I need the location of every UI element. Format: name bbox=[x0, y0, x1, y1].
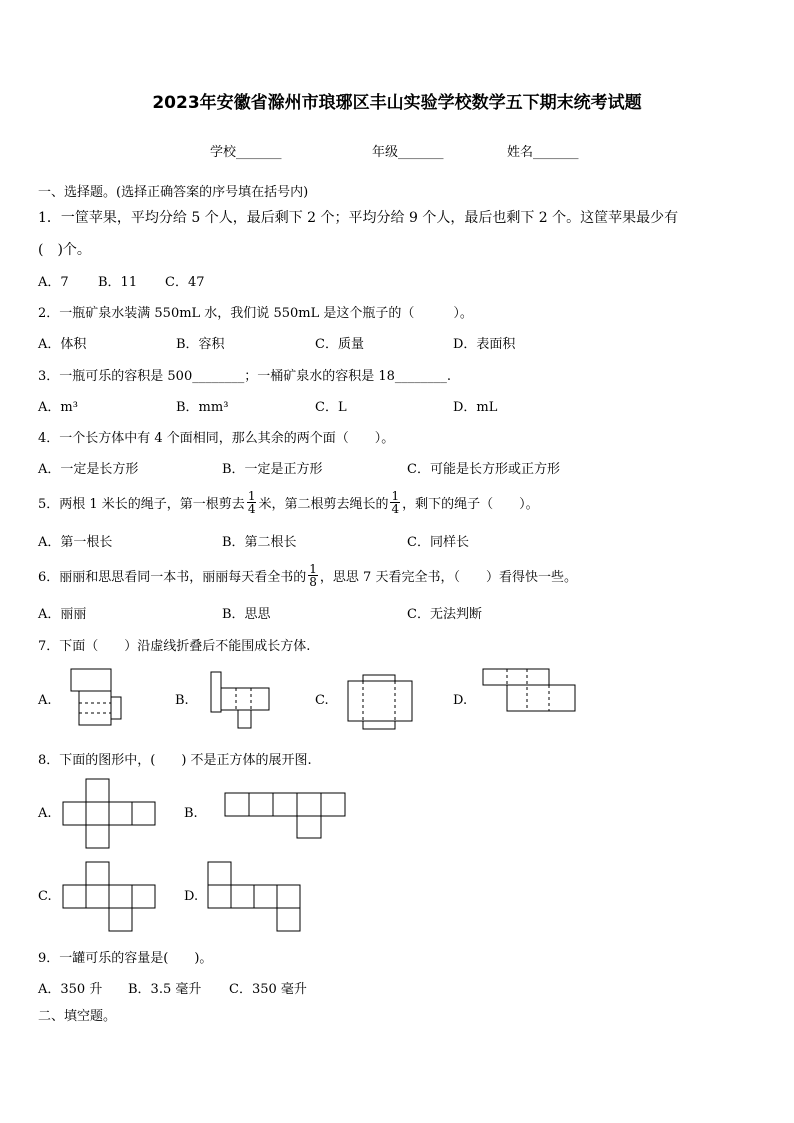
q8-d-cell bbox=[231, 885, 254, 908]
q4-option-c[interactable]: C．可能是长方形或正方形 bbox=[407, 462, 560, 477]
q5-frac2-num: 1 bbox=[391, 488, 400, 503]
q7-a-top-face bbox=[71, 669, 111, 691]
q8-c-cell bbox=[109, 908, 132, 931]
q8-a-cell bbox=[86, 802, 109, 825]
q8-net-a bbox=[62, 778, 158, 850]
q9-option-c[interactable]: C．350 毫升 bbox=[229, 982, 307, 997]
q5-frac2-den: 4 bbox=[391, 501, 400, 516]
q5-text-part3: ，剩下的绳子（ ）。 bbox=[402, 496, 539, 512]
q8-b-cell bbox=[297, 793, 321, 816]
q3-option-c[interactable]: C．L bbox=[315, 400, 347, 415]
q6-frac-num: 1 bbox=[309, 561, 317, 576]
q8-net-b bbox=[224, 792, 348, 840]
grade-field[interactable]: 年级_______ bbox=[372, 145, 444, 160]
q8-c-cell bbox=[132, 885, 155, 908]
section-1-heading: 一、选择题。(选择正确答案的序号填在括号内) bbox=[38, 185, 309, 200]
q7-net-b bbox=[208, 670, 274, 732]
q8-net-c bbox=[62, 861, 158, 933]
q8-a-cell bbox=[109, 802, 132, 825]
q4-text: 4．一个长方体中有 4 个面相同，那么其余的两个面（ ）。 bbox=[38, 431, 395, 446]
section-2-heading: 二、填空题。 bbox=[38, 1009, 117, 1024]
q5-frac1-num: 1 bbox=[247, 488, 256, 503]
q8-a-cell bbox=[132, 802, 155, 825]
q3-text: 3．一瓶可乐的容积是 500________；一桶矿泉水的容积是 18________. bbox=[38, 369, 452, 384]
q5-text-part1: 5．两根 1 米长的绳子，第一根剪去 bbox=[38, 496, 245, 512]
q5-fraction-2 bbox=[390, 490, 400, 515]
q6-option-a[interactable]: A．丽丽 bbox=[38, 607, 87, 622]
q5-frac1-den: 4 bbox=[247, 501, 256, 516]
q1-option-c[interactable]: C．47 bbox=[165, 275, 205, 290]
q2-option-b[interactable]: B．容积 bbox=[176, 337, 225, 352]
q8-net-d bbox=[207, 861, 303, 933]
q9-option-a[interactable]: A．350 升 bbox=[38, 982, 103, 997]
q8-d-cell bbox=[208, 885, 231, 908]
q1-text-line1: 1．一筐苹果，平均分给 5 个人，最后剩下 2 个；平均分给 9 个人，最后也剩下 2 个。这筐苹果最少有 bbox=[38, 210, 679, 226]
q7-a-front-face bbox=[79, 691, 111, 725]
page-title: 2023年安徽省滁州市琅琊区丰山实验学校数学五下期末统考试题 bbox=[152, 93, 642, 113]
q7-b-left-face bbox=[211, 672, 221, 712]
q8-d-cell bbox=[208, 862, 231, 885]
q5-option-b[interactable]: B．第二根长 bbox=[222, 535, 297, 550]
q3-option-d[interactable]: D．mL bbox=[453, 400, 498, 415]
q7-option-c[interactable]: C. bbox=[315, 693, 329, 708]
q7-c-body bbox=[348, 681, 412, 721]
name-field[interactable]: 姓名_______ bbox=[507, 145, 579, 160]
school-field[interactable]: 学校_______ bbox=[210, 145, 282, 160]
q5-text bbox=[38, 484, 539, 520]
q5-option-a[interactable]: A．第一根长 bbox=[38, 535, 113, 550]
q8-b-cell bbox=[249, 793, 273, 816]
q2-option-c[interactable]: C．质量 bbox=[315, 337, 364, 352]
q2-option-a[interactable]: A．体积 bbox=[38, 337, 87, 352]
q7-b-middle-strip bbox=[221, 688, 269, 710]
q9-text: 9．一罐可乐的容量是( )。 bbox=[38, 951, 213, 966]
q8-option-c[interactable]: C. bbox=[38, 889, 52, 904]
q8-a-cell bbox=[86, 825, 109, 848]
q1-text-line2: ( )个。 bbox=[38, 242, 91, 258]
q3-option-a[interactable]: A．m³ bbox=[38, 400, 78, 415]
q8-b-cell bbox=[321, 793, 345, 816]
q8-d-cell bbox=[277, 885, 300, 908]
q1-option-a[interactable]: A．7 bbox=[38, 275, 69, 290]
q8-c-cell bbox=[86, 862, 109, 885]
q7-net-d bbox=[481, 667, 581, 715]
q9-option-b[interactable]: B．3.5 毫升 bbox=[128, 982, 202, 997]
q5-text-part2: 米，第二根剪去绳长的 bbox=[258, 496, 389, 512]
q6-fraction bbox=[308, 563, 318, 588]
q7-c-top-tab bbox=[363, 675, 395, 681]
q6-text-part1: 6．丽丽和思思看同一本书，丽丽每天看全书的 bbox=[38, 569, 307, 585]
q8-b-cell bbox=[273, 793, 297, 816]
q7-text: 7．下面（ ）沿虚线折叠后不能围成长方体. bbox=[38, 639, 311, 654]
q3-option-b[interactable]: B．mm³ bbox=[176, 400, 229, 415]
q8-option-b[interactable]: B. bbox=[184, 806, 198, 821]
q8-text: 8．下面的图形中，( ) 不是正方体的展开图. bbox=[38, 753, 312, 768]
q4-option-b[interactable]: B．一定是正方形 bbox=[222, 462, 323, 477]
q8-c-cell bbox=[109, 885, 132, 908]
q8-b-cell bbox=[225, 793, 249, 816]
q7-option-a[interactable]: A. bbox=[38, 693, 52, 708]
q5-option-c[interactable]: C．同样长 bbox=[407, 535, 469, 550]
q8-c-cell bbox=[86, 885, 109, 908]
q6-text bbox=[38, 557, 577, 593]
q6-text-part2: ，思思 7 天看完全书，（ ）看得快一些。 bbox=[319, 569, 577, 585]
q5-fraction-1 bbox=[247, 490, 257, 515]
q7-c-bottom-tab bbox=[363, 721, 395, 729]
q1-option-b[interactable]: B．11 bbox=[98, 275, 138, 290]
q8-d-cell bbox=[277, 908, 300, 931]
q7-d-top-strip bbox=[483, 669, 549, 685]
q2-text: 2．一瓶矿泉水装满 550mL 水，我们说 550mL 是这个瓶子的（ ）。 bbox=[38, 306, 473, 321]
q8-c-cell bbox=[63, 885, 86, 908]
q8-a-cell bbox=[63, 802, 86, 825]
q8-b-cell bbox=[297, 816, 321, 838]
q8-option-d[interactable]: D. bbox=[184, 889, 199, 904]
q7-option-d[interactable]: D. bbox=[453, 693, 468, 708]
q2-option-d[interactable]: D．表面积 bbox=[453, 337, 516, 352]
q7-a-side-face bbox=[111, 697, 121, 719]
q4-option-a[interactable]: A．一定是长方形 bbox=[38, 462, 139, 477]
q7-d-bottom-strip bbox=[507, 685, 575, 711]
q7-option-b[interactable]: B. bbox=[175, 693, 189, 708]
q7-net-a bbox=[68, 667, 124, 729]
q7-b-bottom-face bbox=[238, 710, 251, 728]
q8-option-a[interactable]: A. bbox=[38, 806, 52, 821]
q8-d-cell bbox=[254, 885, 277, 908]
q7-net-c bbox=[345, 673, 415, 735]
q6-option-b[interactable]: B．思思 bbox=[222, 607, 271, 622]
q8-a-cell bbox=[86, 779, 109, 802]
q6-option-c[interactable]: C．无法判断 bbox=[407, 607, 482, 622]
q6-frac-den: 8 bbox=[309, 574, 317, 589]
